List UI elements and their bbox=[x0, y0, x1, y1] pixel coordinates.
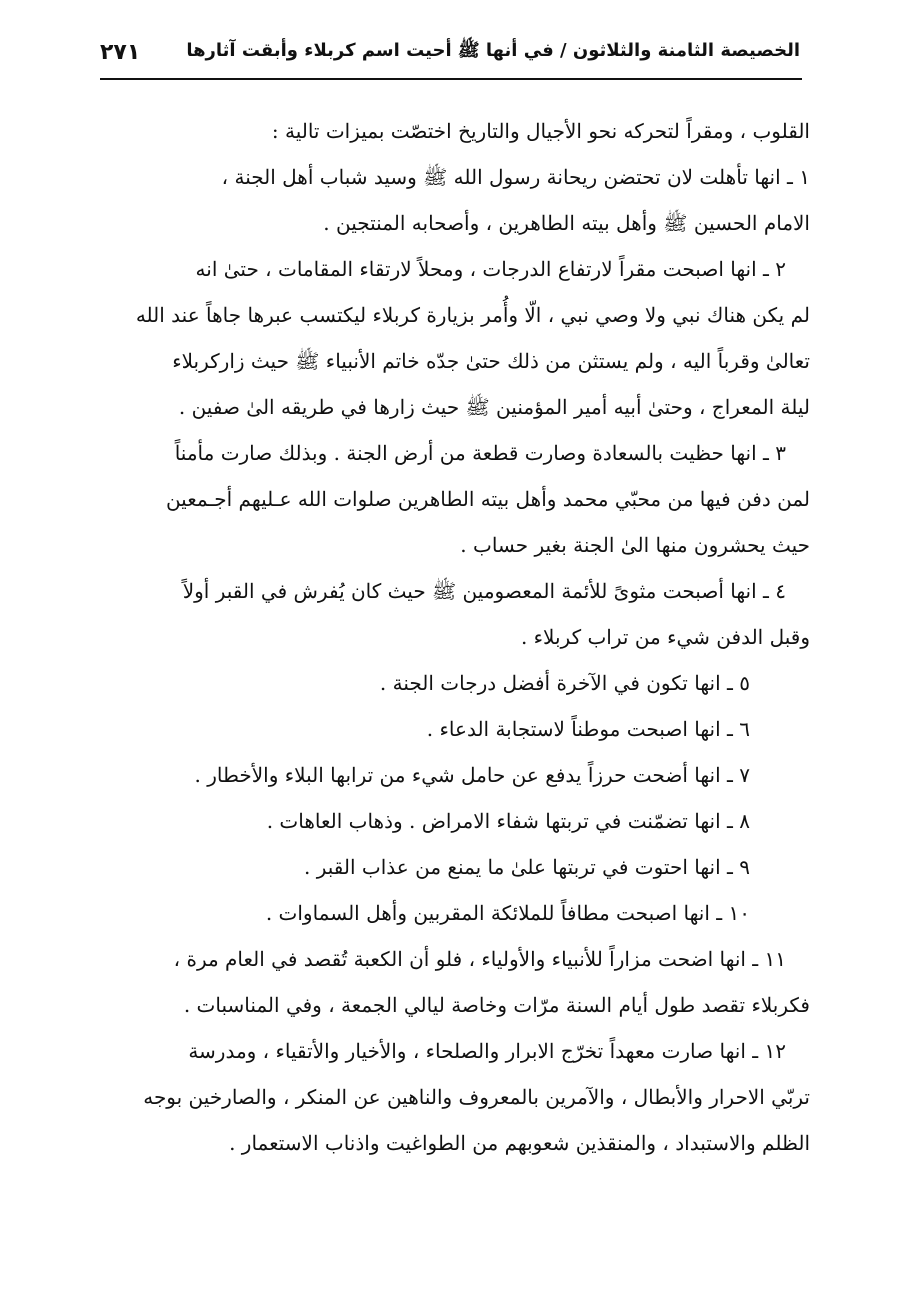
text-line: ١١ ـ انها اضحت مزاراً للأنبياء والأولياء ، فلو أن الكعبة تُقصد في العام مرة ، bbox=[173, 947, 786, 971]
text-line: ٤ ـ انها أصبحت مثوىً للأئمة المعصومين ﷺ حيث كان يُفرش في القبر أولاً bbox=[182, 579, 786, 603]
text-line: الامام الحسين ﷺ وأهل بيته الطاهرين ، وأصحابه المنتجين . bbox=[323, 211, 810, 235]
text-line: ١٠ ـ انها اصبحت مطافاً للملائكة المقربين وأهل السماوات . bbox=[265, 901, 750, 925]
running-header bbox=[100, 30, 800, 74]
text-line: الظلم والاستبداد ، والمنقذين شعوبهم من الطواغيت واذناب الاستعمار . bbox=[229, 1131, 810, 1155]
text-line: ٨ ـ انها تضمّنت في تربتها شفاء الامراض . وذهاب العاهات . bbox=[266, 809, 750, 833]
running-header-title: الخصيصة الثامنة والثلاثون / في أنها ﷺ أحيت اسم كربلاء وأبقت آثارها bbox=[186, 40, 800, 61]
text-line: ١ ـ انها تأهلت لان تحتضن ريحانة رسول الله ﷺ وسيد شباب أهل الجنة ، bbox=[221, 165, 810, 189]
text-line: لمن دفن فيها من محبّي محمد وأهل بيته الطاهرين صلوات الله عـليهم أجـمعين bbox=[165, 487, 810, 511]
text-line: ٦ ـ انها اصبحت موطناً لاستجابة الدعاء . bbox=[426, 717, 750, 741]
text-line: لم يكن هناك نبي ولا وصي نبي ، الّا وأُمر بزيارة كربلاء ليكتسب عبرها جاهاً عند الله bbox=[135, 303, 810, 327]
text-line: ١٢ ـ انها صارت معهداً تخرّج الابرار والصلحاء ، والأخيار والأتقياء ، ومدرسة bbox=[188, 1039, 786, 1063]
text-line: ٣ ـ انها حظيت بالسعادة وصارت قطعة من أرض الجنة . وبذلك صارت مأمناً bbox=[174, 441, 786, 465]
body-text bbox=[100, 108, 810, 1166]
text-line: ٧ ـ انها أضحت حرزاً يدفع عن حامل شيء من ترابها البلاء والأخطار . bbox=[194, 763, 750, 787]
text-line: وقبل الدفن شيء من تراب كربلاء . bbox=[520, 625, 810, 649]
text-line: ٩ ـ انها احتوت في تربتها علىٰ ما يمنع من عذاب القبر . bbox=[304, 855, 750, 879]
text-line: ليلة المعراج ، وحتىٰ أبيه أمير المؤمنين ﷺ حيث زارها في طريقه الىٰ صفين . bbox=[178, 395, 810, 419]
text-line: حيث يحشرون منها الىٰ الجنة بغير حساب . bbox=[460, 533, 810, 557]
header-divider bbox=[100, 78, 802, 80]
text-line: تربّي الاحرار والأبطال ، والآمرين بالمعروف والناهين عن المنكر ، والصارخين بوجه bbox=[143, 1085, 810, 1109]
page-number: ٢٧١ bbox=[100, 39, 141, 65]
text-line: ٢ ـ انها اصبحت مقراً لارتفاع الدرجات ، ومحلاً لارتقاء المقامات ، حتىٰ انه bbox=[195, 257, 786, 281]
text-line: فكربلاء تقصد طول أيام السنة مرّات وخاصة ليالي الجمعة ، وفي المناسبات . bbox=[183, 993, 810, 1017]
text-line: تعالىٰ وقرباً اليه ، ولم يستثن من ذلك حتىٰ جدّه خاتم الأنبياء ﷺ حيث زاركربلاء bbox=[172, 349, 810, 373]
text-line: القلوب ، ومقراً لتحركه نحو الأجيال والتاريخ اختصّت بميزات تالية : bbox=[271, 119, 810, 143]
text-line: ٥ ـ انها تكون في الآخرة أفضل درجات الجنة . bbox=[379, 671, 750, 695]
